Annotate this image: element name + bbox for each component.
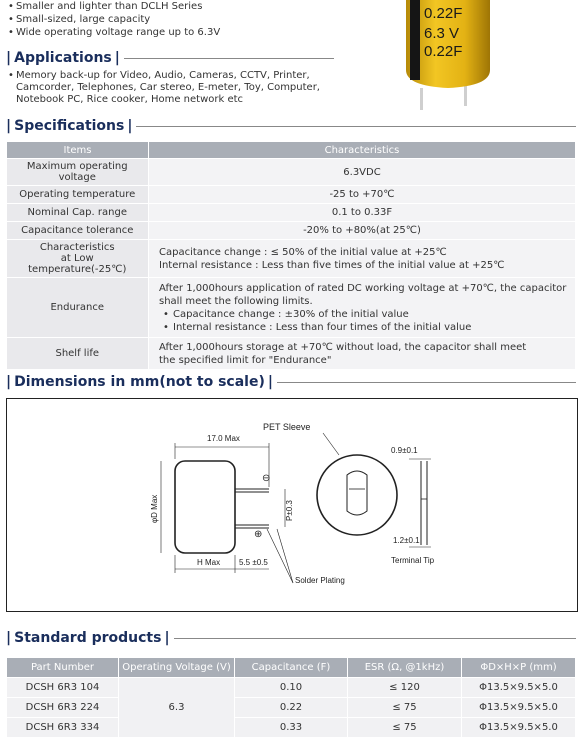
esr-cell: ≤ 75 [348, 698, 462, 718]
front-view-slot [347, 471, 367, 515]
column-header: Capacitance (F) [235, 658, 348, 678]
table-row [7, 186, 576, 204]
solder-plating-label: Solder Plating [295, 576, 345, 585]
heading-bar: | [127, 118, 133, 134]
heading-bar: | [6, 118, 12, 134]
standard-products-heading [6, 630, 576, 646]
table-row [7, 678, 576, 698]
capacitor-stripe [410, 0, 420, 80]
heading-rule [124, 58, 334, 59]
spec-item: Endurance [7, 278, 149, 338]
leader-line [277, 529, 293, 583]
applications-title: Applications [14, 50, 112, 66]
feature-list [8, 0, 368, 39]
capacitance-cell: 0.10 [235, 678, 348, 698]
heading-rule [277, 382, 576, 383]
pet-sleeve-label: PET Sleeve [263, 422, 311, 432]
dimension-cell: Φ13.5×9.5×5.0 [462, 718, 576, 738]
plus-icon: ⊕ [254, 529, 263, 540]
table-row [7, 698, 576, 718]
standard-products-title: Standard products [14, 630, 162, 646]
spec-value [149, 278, 576, 338]
lead-left [420, 88, 423, 110]
part-number-cell: DCSH 6R3 104 [7, 678, 119, 698]
heading-rule [136, 126, 576, 127]
dimension-cell: Φ13.5×9.5×5.0 [462, 678, 576, 698]
spec-value: -25 to +70℃ [149, 186, 576, 204]
voltage-cell: 6.3 [119, 678, 235, 738]
minus-icon: ⊖ [262, 473, 271, 484]
lead-length-label: 5.5 ±0.5 [239, 558, 268, 567]
part-number-cell: DCSH 6R3 334 [7, 718, 119, 738]
table-row [7, 204, 576, 222]
spec-value-line: Capacitance change : ≤ 50% of the initial value at +25℃ [159, 246, 447, 258]
terminal-tip-label: Terminal Tip [391, 556, 435, 565]
heading-bar: | [164, 630, 170, 646]
specifications-table [6, 141, 576, 370]
spec-item: Maximum operating voltage [7, 159, 149, 186]
spec-value [149, 338, 576, 370]
spec-sub-item: • Internal resistance : Less than four times of the initial value [159, 321, 569, 334]
spec-item-line: Characteristics [39, 242, 115, 253]
spec-item-line: at Low temperature(-25℃) [28, 253, 127, 275]
table-header-row [7, 658, 576, 678]
spec-value: -20% to +80%(at 25℃) [149, 222, 576, 240]
table-row [7, 338, 576, 370]
column-header: Operating Voltage (V) [119, 658, 235, 678]
spec-value-line: Internal resistance : Less than five times of the initial value at +25℃ [159, 259, 505, 271]
table-header-row [7, 142, 576, 159]
table-row [7, 240, 576, 278]
applications-text [8, 70, 328, 106]
spec-value-line: After 1,000hours storage at +70℃ without load, the capacitor shall meet [159, 341, 527, 353]
column-header: ΦD×H×P (mm) [462, 658, 576, 678]
table-row [7, 159, 576, 186]
specifications-title: Specifications [14, 118, 125, 134]
heading-rule [174, 638, 576, 639]
dimension-drawing [7, 399, 577, 611]
length-label: 17.0 Max [207, 434, 240, 443]
spec-value: 6.3VDC [149, 159, 576, 186]
height-label: H Max [197, 558, 221, 567]
spec-sub-item: • Capacitance change : ±30% of the initial value [159, 308, 569, 321]
spec-item: Nominal Cap. range [7, 204, 149, 222]
pitch-label: P±0.3 [285, 500, 294, 521]
heading-bar: | [6, 630, 12, 646]
diameter-label: φD Max [150, 494, 159, 523]
specifications-heading [6, 118, 576, 134]
table-row [7, 278, 576, 338]
column-header: Items [7, 142, 149, 159]
applications-list: • Memory back-up for Video, Audio, Cameras, CCTV, Printer, Camcorder, Telephones, Car stereo, E-meter, Toy, Computer, Notebook PC, Rice cooker, Home network etc [8, 70, 328, 106]
dimension-cell: Φ13.5×9.5×5.0 [462, 698, 576, 718]
spec-item: Capacitance tolerance [7, 222, 149, 240]
spec-item: Operating temperature [7, 186, 149, 204]
capacitance-cell: 0.33 [235, 718, 348, 738]
part-number-cell: DCSH 6R3 224 [7, 698, 119, 718]
cap-label-3: 0.22F [424, 43, 463, 60]
feature-item: • Smaller and lighter than DCLH Series [8, 0, 368, 13]
dimension-drawing-frame [6, 398, 578, 612]
column-header: Part Number [7, 658, 119, 678]
spec-value-line: After 1,000hours application of rated DC working voltage at +70℃, the capacitor shall meet the following limits. [159, 282, 567, 307]
spec-value-line: the specified limit for "Endurance" [159, 354, 332, 366]
table-row [7, 718, 576, 738]
feature-item: • Wide operating voltage range up to 6.3V [8, 26, 368, 39]
capacitance-cell: 0.22 [235, 698, 348, 718]
heading-bar: | [6, 374, 12, 390]
column-header: Characteristics [149, 142, 576, 159]
leader-line [267, 529, 293, 583]
applications-heading [6, 50, 334, 66]
spec-value [149, 240, 576, 278]
standard-products-table [6, 657, 576, 738]
thickness-label: 0.9±0.1 [391, 446, 418, 455]
cap-label-2: 6.3 V [424, 25, 460, 42]
heading-bar: | [6, 50, 12, 66]
feature-item: • Small-sized, large capacity [8, 13, 368, 26]
spec-value: 0.1 to 0.33F [149, 204, 576, 222]
spec-item: Shelf life [7, 338, 149, 370]
side-view-body [175, 461, 235, 553]
cap-label-1: 0.22F [424, 5, 463, 22]
tip-label: 1.2±0.1 [393, 536, 420, 545]
esr-cell: ≤ 120 [348, 678, 462, 698]
table-row [7, 222, 576, 240]
front-view-body [317, 455, 397, 535]
leader-line [323, 433, 339, 455]
capacitor-photo [398, 0, 498, 112]
heading-bar: | [114, 50, 120, 66]
esr-cell: ≤ 75 [348, 718, 462, 738]
column-header: ESR (Ω, @1kHz) [348, 658, 462, 678]
dimensions-title: Dimensions in mm(not to scale) [14, 374, 265, 390]
dimensions-heading [6, 374, 576, 390]
heading-bar: | [267, 374, 273, 390]
spec-item [7, 240, 149, 278]
